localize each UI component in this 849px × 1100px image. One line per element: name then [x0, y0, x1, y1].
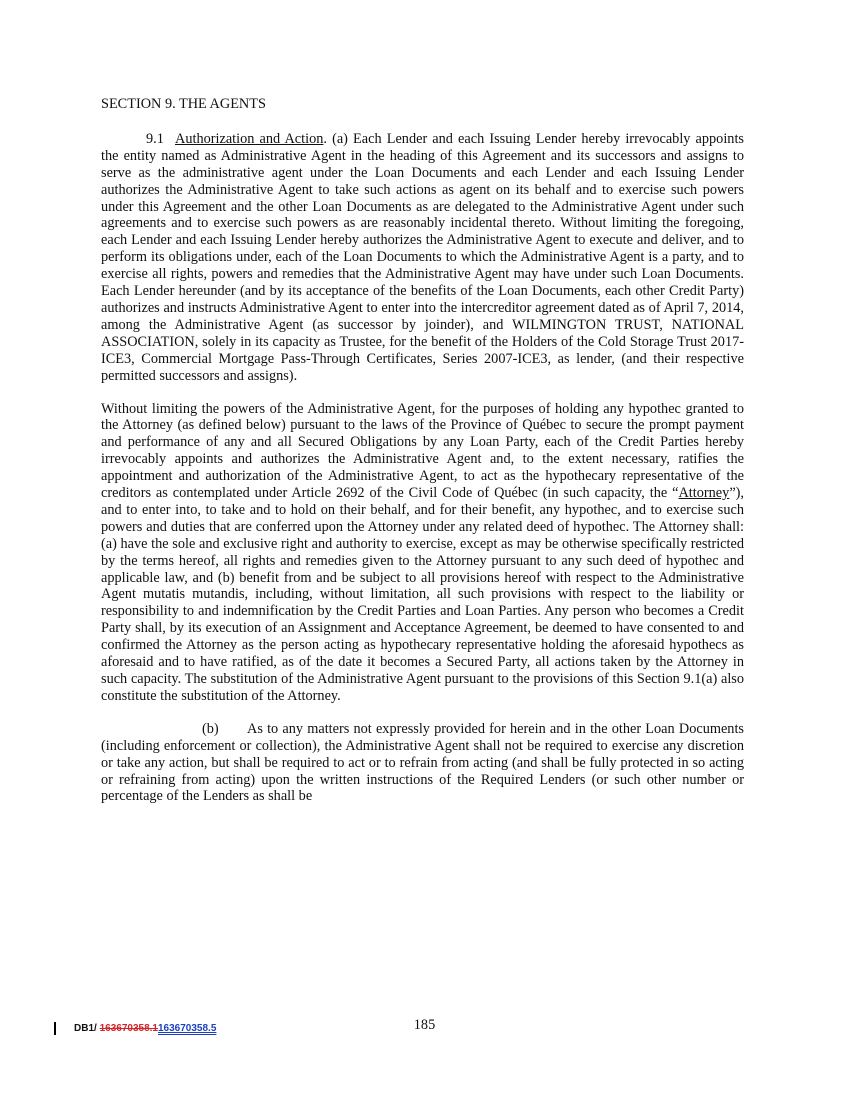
- deleted-doc-id: 163670358.1: [99, 1022, 158, 1034]
- paragraph-text: As to any matters not expressly provided for herein and in the other Loan Documents (including enforcement or collection), the Administrative Agent shall not be required to exercise any discretion or take any action, but shall be required to act or to refrain from acting (and shall be fully protected in so acting or refraining from acting) upon the written instructions of the Required Lenders (or such other number or percentage of the Lenders as shall be: [101, 720, 744, 805]
- paragraph-text-after: ”), and to enter into, to take and to hold on their behalf, and for their benefit, any hypothec, and to exercise such powers and duties that are conferred upon the Attorney under any related deed of hypothec. The Attorney shall: (a) have the sole and exclusive right and authority to exercise, except as may be otherwise specifically restricted by the terms hereof, all rights and remedies given to the Attorney pursuant to any such deed of hypothec and applicable law, and (b) benefit from and be subject to all provisions hereof with respect to the Administrative Agent mutatis mutandis, including, without limitation, all such provisions with respect to the liability or responsibility to and indemnification by the Credit Parties and Loan Parties. Any person who becomes a Credit Party shall, by its execution of an Assignment and Acceptance Agreement, be deemed to have consented to and confirmed the Attorney as the person acting as hypothecary representative holding the aforesaid hypothecs as aforesaid and to have ratified, as of the date it becomes a Secured Party, all actions taken by the Attorney in such capacity. The substitution of the Administrative Agent pursuant to the provisions of this Section 9.1(a) also constitute the substitution of the Attorney.: [101, 485, 744, 704]
- section-heading: SECTION 9. THE AGENTS: [101, 96, 266, 112]
- change-bar: [54, 1022, 56, 1035]
- paragraph-9-1: [101, 131, 744, 385]
- paragraph-text-before: Without limiting the powers of the Administrative Agent, for the purposes of holding any hypothec granted to the Attorney (as defined below) pursuant to the laws of the Province of Québec to secure the prompt payment and performance of any and all Secured Obligations by any Loan Party, each of the Credit Parties hereby irrevocably appoints and authorizes the Administrative Agent and, to the extent necessary, ratifies the appointment and authorization of the Administrative Agent, to act as the hypothecary representative of the creditors as contemplated under Article 2692 of the Civil Code of Québec (in such capacity, the “: [101, 400, 744, 502]
- page-number: 185: [413, 1017, 436, 1033]
- paragraph-b: [101, 721, 744, 806]
- inserted-doc-id: 163670358.5: [157, 1022, 217, 1034]
- paragraph-text: . (a) Each Lender and each Issuing Lender hereby irrevocably appoints the entity named as Administrative Agent in the heading of this Agreement and its successors and assigns to serve as the administrative agent under the Loan Documents and each Lender and each Issuing Lender authorizes the Administrative Agent to take such actions as agent on its behalf and to exercise such powers under this Agreement and the other Loan Documents as are delegated to the Administrative Agent under such agreements and to exercise such powers as are reasonably incidental thereto. Without limiting the foregoing, each Lender and each Issuing Lender hereby authorizes the Administrative Agent to execute and deliver, and to perform its obligations under, each of the Loan Documents to which the Administrative Agent is a party, and to exercise all rights, powers and remedies that the Administrative Agent may have under such Loan Documents. Each Lender hereunder (and by its acceptance of the benefits of the Loan Documents, each other Credit Party) authorizes and instructs Administrative Agent to enter into the intercreditor agreement dated as of April 7, 2014, among the Administrative Agent (as successor by joinder), and WILMINGTON TRUST, NATIONAL ASSOCIATION, solely in its capacity as Trustee, for the benefit of the Holders of the Cold Storage Trust 2017-ICE3, Commercial Mortgage Pass-Through Certificates, Series 2007-ICE3, as lender, (and their respective permitted successors and assigns).: [101, 130, 744, 384]
- subsection-label: (b): [202, 720, 219, 737]
- document-footer: [54, 1021, 216, 1035]
- paragraph-attorney: [101, 401, 744, 705]
- section-number: 9.1: [146, 130, 164, 147]
- document-page: [101, 96, 744, 821]
- footer-prefix: DB1/: [74, 1022, 97, 1034]
- defined-term-attorney: Attorney: [678, 485, 730, 502]
- section-title: Authorization and Action: [175, 130, 324, 147]
